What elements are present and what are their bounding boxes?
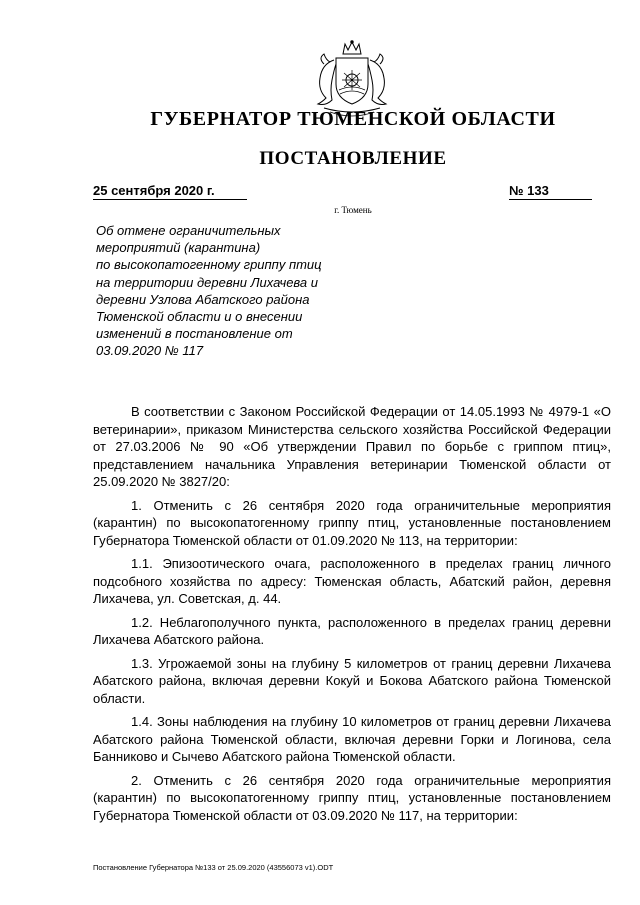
document-number: № 133 bbox=[509, 183, 592, 200]
document-date: 25 сентября 2020 г. bbox=[93, 183, 247, 200]
subject-line: деревни Узлова Абатского района bbox=[96, 291, 310, 307]
subject-line: 03.09.2020 № 117 bbox=[96, 343, 204, 359]
document-subject bbox=[96, 222, 336, 360]
document-city: г. Тюмень bbox=[334, 205, 372, 215]
subject-line: по высокопатогенному гриппу птиц bbox=[96, 257, 322, 273]
clause-1: 1. Отменить с 26 сентября 2020 года ограничительные мероприятия (карантин) по высокопатогенному гриппу птиц, установленные постановлением Губернатора Тюменской области от 01.09.2020 № 113, на территории: bbox=[93, 497, 611, 548]
document-type: ПОСТАНОВЛЕНИЕ bbox=[259, 148, 447, 169]
clause-1-3: 1.3. Угрожаемой зоны на глубину 5 километров от границ деревни Лихачева Абатского района, включая деревни Кокуй и Бокова Абатского района Тюменской области. bbox=[93, 655, 611, 706]
clause-1-2: 1.2. Неблагополучного пункта, расположенного в пределах границ деревни Лихачева Абатского района. bbox=[93, 614, 611, 647]
subject-line: Тюменской области и о внесении bbox=[96, 309, 303, 325]
subject-line: изменений в постановление от bbox=[96, 326, 293, 342]
clause-1-1: 1.1. Эпизоотического очага, расположенного в пределах границ личного подсобного хозяйства по адресу: Тюменская область, Абатский район, деревня Лихачева, ул. Советская, д. 44. bbox=[93, 556, 611, 606]
clause-1-4: 1.4. Зоны наблюдения на глубину 10 километров от границ деревни Лихачева Абатского района Тюменской области, включая деревни Горки и Логинова, села Банниково и Сычево Абатского района Тюменской области. bbox=[93, 714, 611, 764]
clause-2: 2. Отменить с 26 сентября 2020 года ограничительные мероприятия (карантин) по высокопатогенному гриппу птиц, установленные постановлением Губернатора Тюменской области от 03.09.2020 № 117, на территории: bbox=[93, 772, 611, 823]
document-body bbox=[93, 403, 611, 830]
preamble-paragraph: В соответствии с Законом Российской Федерации от 14.05.1993 № 4979-1 «О ветеринарии», приказом Министерства сельского хозяйства Российской Федерации от 27.03.2006 № 90 «Об утверждении Правил по борьбе с гриппом птиц», представлением начальника Управления ветеринарии Тюменской области от 25.09.2020 № 3827/20: bbox=[93, 404, 611, 489]
document-footer: Постановление Губернатора №133 от 25.09.2020 (43556073 v1).ODT bbox=[93, 863, 334, 872]
subject-line: на территории деревни Лихачева и bbox=[96, 274, 319, 290]
subject-line: мероприятий (карантина) bbox=[96, 240, 261, 256]
governor-title: ГУБЕРНАТОР ТЮМЕНСКОЙ ОБЛАСТИ bbox=[150, 108, 556, 130]
subject-line: Об отмене ограничительных bbox=[96, 223, 281, 238]
